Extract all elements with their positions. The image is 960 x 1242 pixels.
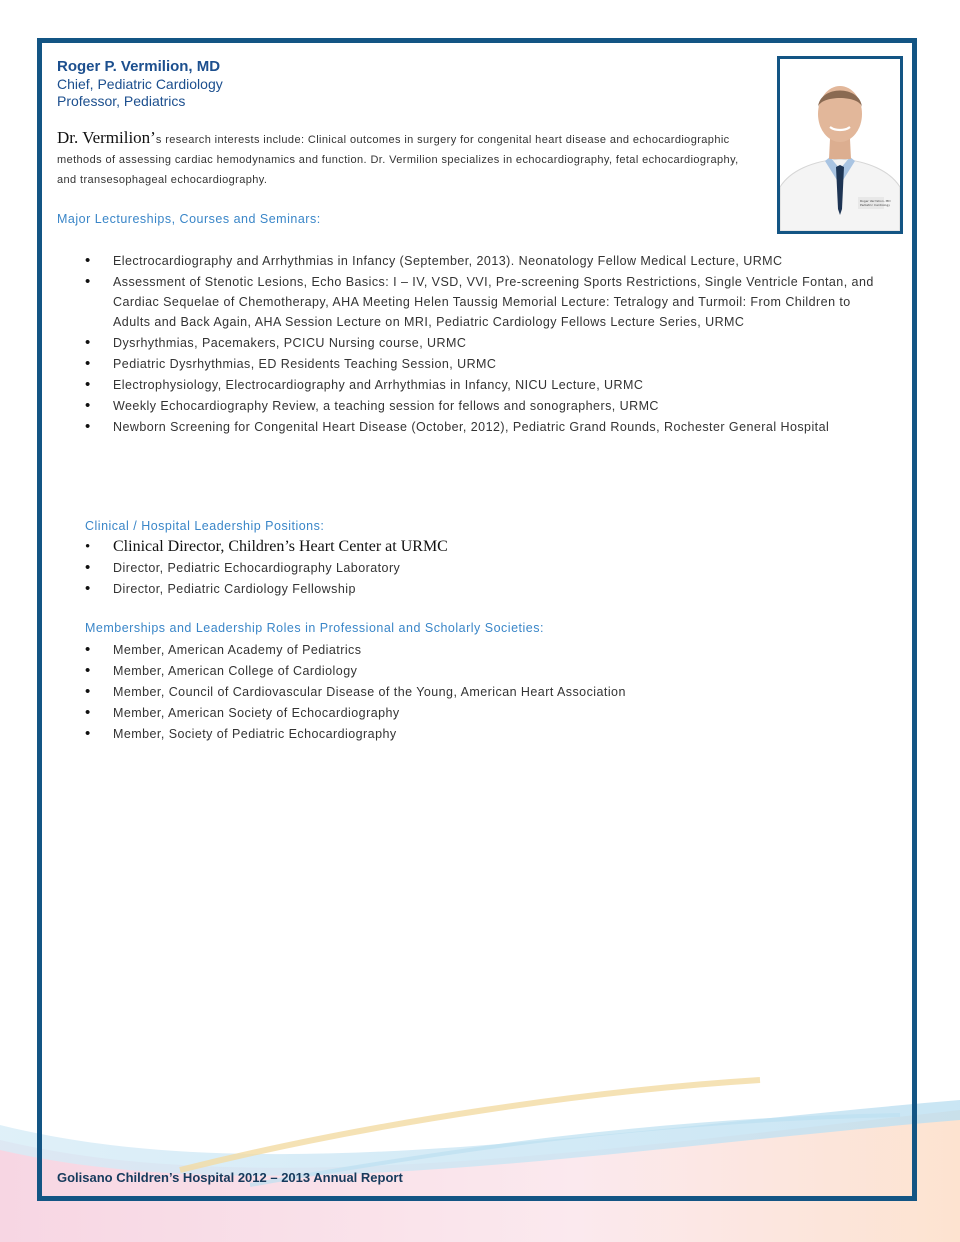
list-item: • Director, Pediatric Cardiology Fellowship xyxy=(85,579,885,599)
clinical-heading: Clinical / Hospital Leadership Positions: xyxy=(85,519,325,533)
photo-badge-line-1: Roger Vermilion, MD xyxy=(860,199,891,203)
list-item: • Pediatric Dysrhythmias, ED Residents Teaching Session, URMC xyxy=(85,354,885,374)
list-item: • Assessment of Stenotic Lesions, Echo Basics: I – IV, VSD, VVI, Pre-screening Sports Restrictions, Single Ventricle Fontan, and Cardiac Sequelae of Chemotherapy, AHA Meeting Helen Taussig Memorial Lecture: Tetralogy and Turmoil: From Children to Adults and Back Again, AHA Session Lecture on MRI, Pediatric Cardiology Fellows Lecture Series, URMC xyxy=(85,272,885,332)
bio-name-lead: Dr. Vermilion’ xyxy=(57,128,156,147)
list-item: • Newborn Screening for Congenital Heart Disease (October, 2012), Pediatric Grand Rounds, Rochester General Hospital xyxy=(85,417,885,437)
list-item: • Member, American Academy of Pediatrics xyxy=(85,640,885,660)
clinical-list xyxy=(85,537,885,600)
doctor-name: Roger P. Vermilion, MD xyxy=(57,58,221,75)
list-item: • Member, American Society of Echocardiography xyxy=(85,703,885,723)
doctor-title-1: Chief, Pediatric Cardiology xyxy=(57,76,223,92)
list-item: • Member, Council of Cardiovascular Disease of the Young, American Heart Association xyxy=(85,682,885,702)
list-item: • Member, Society of Pediatric Echocardiography xyxy=(85,724,885,744)
list-item: • Member, American College of Cardiology xyxy=(85,661,885,681)
bio-paragraph xyxy=(57,128,757,190)
lectureships-heading: Major Lectureships, Courses and Seminars: xyxy=(57,212,321,226)
memberships-list xyxy=(85,640,885,745)
list-item: • Dysrhythmias, Pacemakers, PCICU Nursing course, URMC xyxy=(85,333,885,353)
bio-text: s research interests include: Clinical outcomes in surgery for congenital heart disease and echocardiographic methods of assessing cardiac hemodynamics and function. Dr. Vermilion specializes in echocardiography, fetal echocardiography, and transesophageal echocardiography. xyxy=(57,134,739,186)
memberships-heading: Memberships and Leadership Roles in Professional and Scholarly Societies: xyxy=(85,621,544,635)
list-item: • Director, Pediatric Echocardiography Laboratory xyxy=(85,558,885,578)
portrait-image xyxy=(780,59,900,231)
footer-report-title: Golisano Children’s Hospital 2012 – 2013 Annual Report xyxy=(57,1170,403,1185)
lectureships-list xyxy=(85,251,885,438)
photo-badge-line-2: Pediatric Cardiology xyxy=(860,203,891,207)
doctor-title-2: Professor, Pediatrics xyxy=(57,93,186,109)
doctor-photo xyxy=(777,56,903,234)
list-item: • Electrocardiography and Arrhythmias in Infancy (September, 2013). Neonatology Fellow Medical Lecture, URMC xyxy=(85,251,885,271)
list-item: • Electrophysiology, Electrocardiography and Arrhythmias in Infancy, NICU Lecture, URMC xyxy=(85,375,885,395)
list-item: • Weekly Echocardiography Review, a teaching session for fellows and sonographers, URMC xyxy=(85,396,885,416)
list-item: • Clinical Director, Children’s Heart Center at URMC xyxy=(85,537,885,557)
